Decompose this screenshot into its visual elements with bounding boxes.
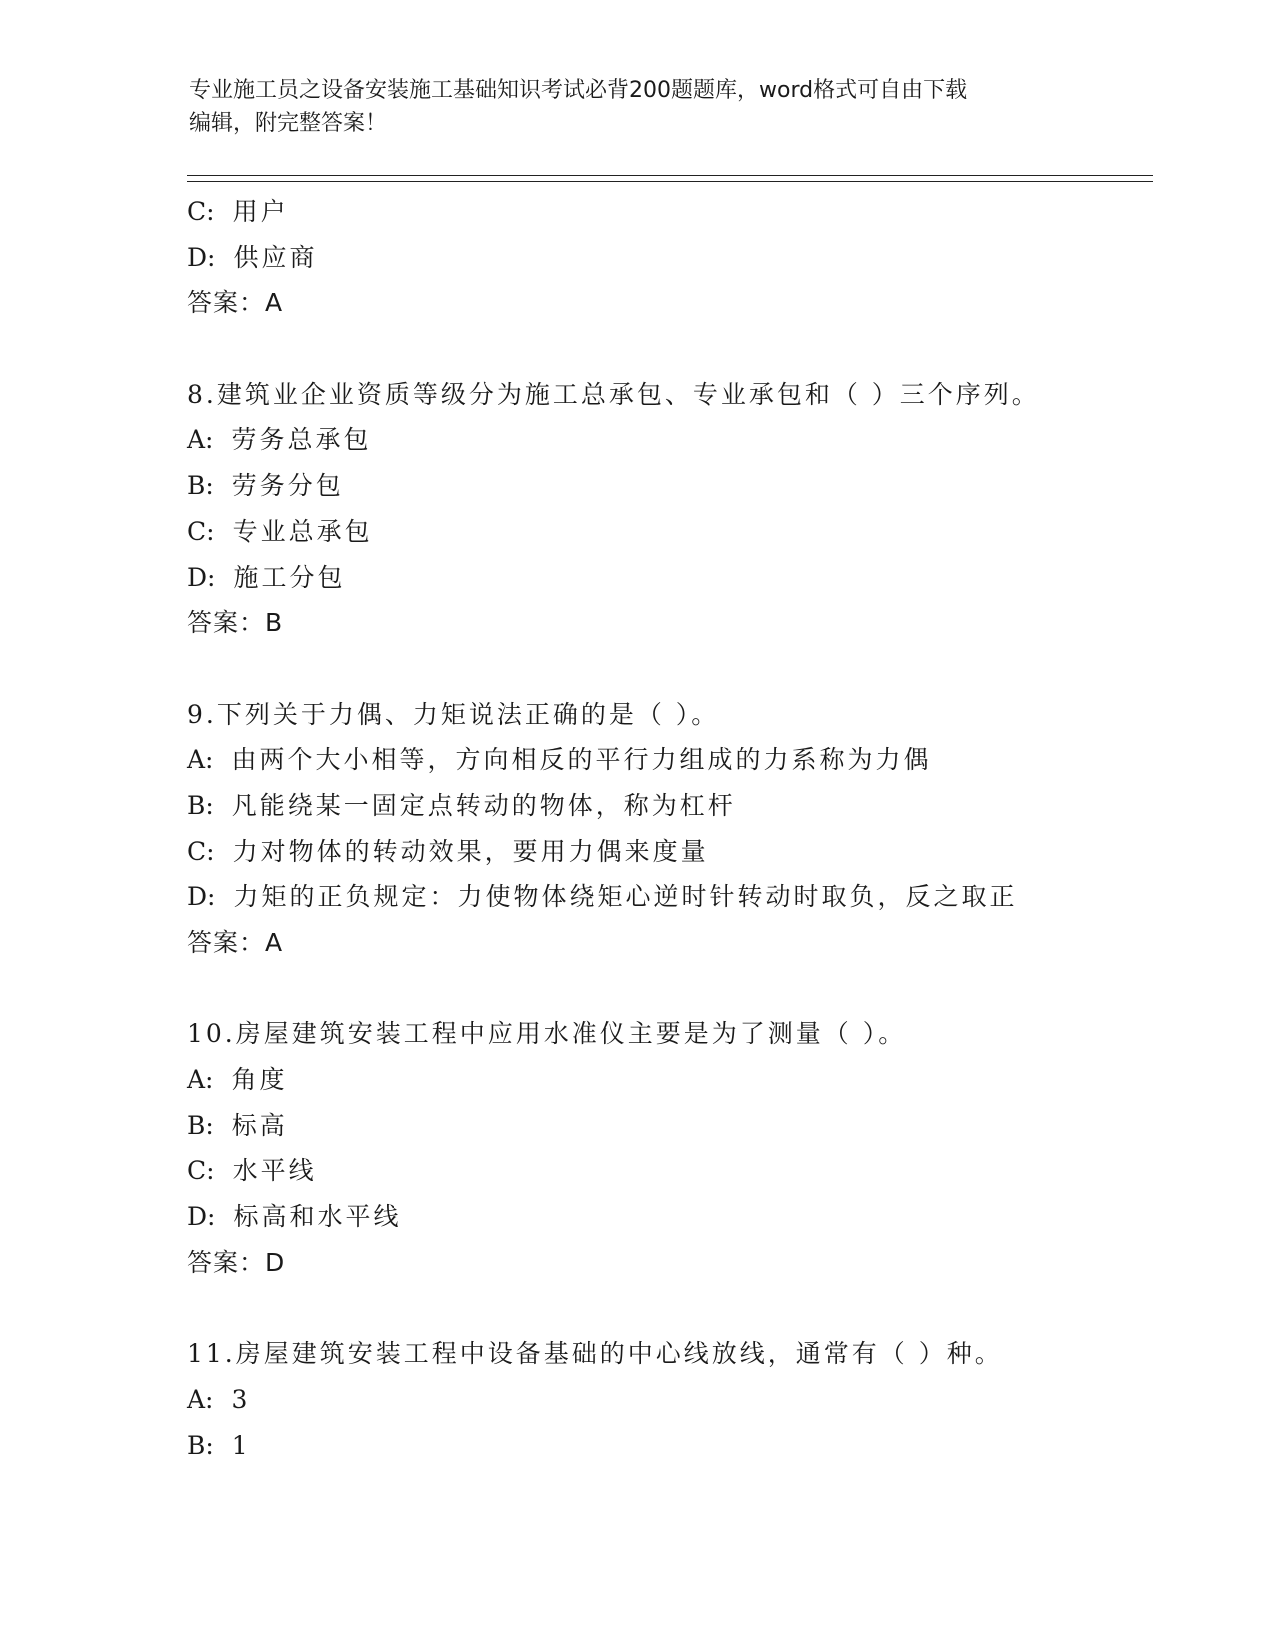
option-key: C: xyxy=(187,836,215,866)
option-d xyxy=(187,235,1177,281)
question-stem: 9.下列关于力偶、力矩说法正确的是（ ）。 xyxy=(187,699,720,729)
answer-line: 答案：A xyxy=(187,288,284,318)
option-text: 标高 xyxy=(231,1110,288,1140)
header-title-line-2: 编辑，附完整答案！ xyxy=(189,111,388,136)
option-key: C: xyxy=(187,197,215,226)
option-c xyxy=(187,1148,1177,1194)
option-key: B: xyxy=(187,1430,214,1460)
option-c xyxy=(187,829,1177,875)
option-text: 3 xyxy=(231,1384,251,1414)
option-text: 由两个大小相等，方向相反的平行力组成的力系称为力偶 xyxy=(231,745,932,775)
option-text: 劳务分包 xyxy=(231,471,344,501)
option-b xyxy=(187,1423,1177,1469)
header-title-line-1: 专业施工员之设备安装施工基础知识考试必背200题题库，word格式可自由下载 xyxy=(189,78,968,103)
option-key: B: xyxy=(187,471,214,501)
header-divider-bottom xyxy=(187,181,1153,182)
option-a xyxy=(187,417,1177,463)
question-list xyxy=(187,189,1177,1468)
question-stem: 8.建筑业企业资质等级分为施工总承包、专业承包和（ ）三个序列。 xyxy=(187,379,1040,409)
option-key: D: xyxy=(187,882,216,912)
document-header xyxy=(189,74,1089,140)
option-b xyxy=(187,463,1177,509)
option-key: C: xyxy=(187,1156,215,1186)
option-c xyxy=(187,189,1177,235)
option-text: 供应商 xyxy=(233,242,318,272)
option-key: B: xyxy=(187,1110,214,1140)
option-text: 专业总承包 xyxy=(232,516,373,546)
option-text: 标高和水平线 xyxy=(233,1202,402,1232)
option-d xyxy=(187,1194,1177,1240)
option-text: 凡能绕某一固定点转动的物体，称为杠杆 xyxy=(231,790,736,820)
option-text: 水平线 xyxy=(232,1156,317,1186)
option-key: D: xyxy=(187,562,216,592)
option-key: A: xyxy=(187,1384,214,1414)
option-b xyxy=(187,783,1177,829)
option-key: B: xyxy=(187,790,214,820)
option-b xyxy=(187,1103,1177,1149)
answer-line: 答案：B xyxy=(187,608,284,638)
option-a xyxy=(187,1057,1177,1103)
answer-line: 答案：D xyxy=(187,1247,286,1277)
option-text: 力对物体的转动效果，要用力偶来度量 xyxy=(232,836,709,866)
option-key: D: xyxy=(187,242,216,272)
option-text: 力矩的正负规定：力使物体绕矩心逆时针转动时取负，反之取正 xyxy=(233,882,1018,912)
option-c xyxy=(187,509,1177,555)
option-text: 劳务总承包 xyxy=(231,425,372,455)
option-text: 1 xyxy=(231,1430,251,1460)
option-a xyxy=(187,737,1177,783)
option-key: A: xyxy=(187,1065,214,1095)
option-d xyxy=(187,874,1177,920)
option-text: 施工分包 xyxy=(233,562,346,592)
answer-line: 答案：A xyxy=(187,928,284,957)
option-d xyxy=(187,555,1177,601)
question-stem: 10.房屋建筑安装工程中应用水准仪主要是为了测量（ ）。 xyxy=(187,1019,907,1049)
option-text: 用户 xyxy=(232,197,289,226)
option-key: A: xyxy=(187,745,214,775)
option-key: D: xyxy=(187,1202,216,1232)
option-key: A: xyxy=(187,425,214,455)
question-stem: 11.房屋建筑安装工程中设备基础的中心线放线，通常有（ ）种。 xyxy=(187,1339,1003,1369)
option-text: 角度 xyxy=(231,1065,288,1095)
header-divider-top xyxy=(187,175,1153,176)
option-a xyxy=(187,1377,1177,1423)
option-key: C: xyxy=(187,516,215,546)
